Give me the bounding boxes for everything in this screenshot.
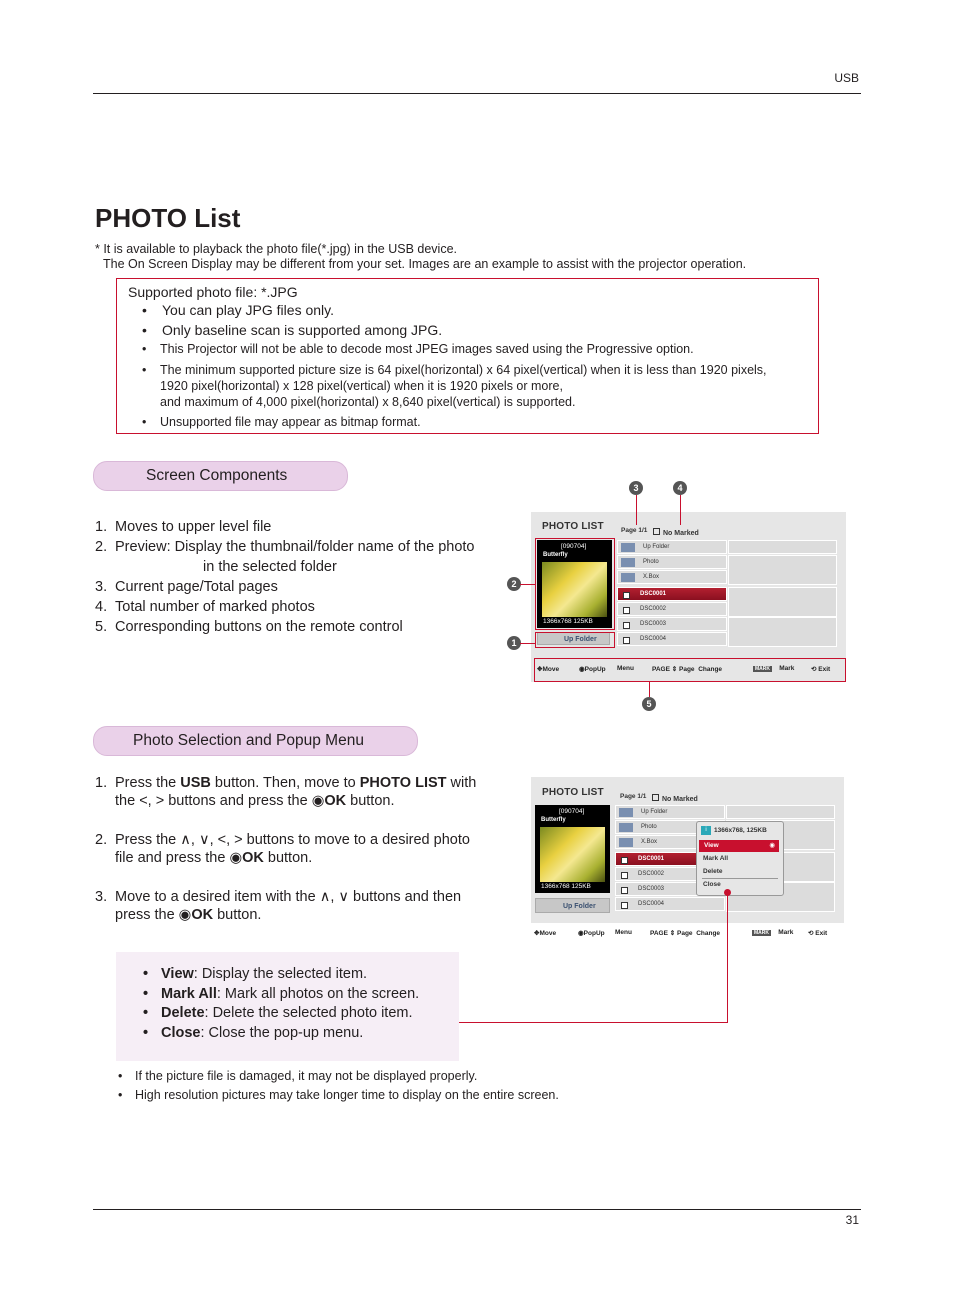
list-item[interactable]: DSC0002 xyxy=(617,602,727,616)
preview-thumbnail xyxy=(540,827,605,882)
list-item[interactable]: Photo xyxy=(615,820,725,834)
list-item: 1. Moves to upper level file xyxy=(95,519,272,535)
list-item[interactable]: DSC0003 xyxy=(615,882,725,896)
osd-title: PHOTO LIST xyxy=(542,521,604,532)
list-item[interactable]: Up Folder xyxy=(617,540,727,554)
list-item[interactable]: DSC0002 xyxy=(615,867,725,881)
popup-item-close[interactable]: Close xyxy=(703,881,721,888)
popup-item-view[interactable]: View ◉ xyxy=(699,840,779,852)
list-item: 4. Total number of marked photos xyxy=(95,599,315,615)
popup-menu-description xyxy=(116,952,459,1061)
preview-panel: [090704] Butterfly 1366x768 125KB xyxy=(537,540,612,628)
supported-format-box: Supported photo file: *.JPG • You can play JPG files only. • Only baseline scan is supported among JPG. • This Projector will not be able to decode most JPEG images saved using the Progressive option. • The minimum supported picture size is 64 pixel(horizontal) x 64 pixel(vertical) when it is less than 1920 pixels, 1920 pixel(horizontal) x 128 pixel(vertical) when it is 1920 pixels or more, and maximum of 4,000 pixel(horizontal) x 8,640 pixel(vertical) is supported. • Unsupported file may appear as bitmap format. xyxy=(116,278,819,434)
list-item: 5. Corresponding buttons on the remote control xyxy=(95,619,403,635)
callout-4: 4 xyxy=(673,481,687,495)
intro-line-1: * It is available to playback the photo file(*.jpg) in the USB device. xyxy=(95,242,458,256)
callout-5: 5 xyxy=(642,697,656,711)
nav-page: PAGE ⇕ Page Change xyxy=(650,930,721,937)
marked-count: No Marked xyxy=(652,794,698,803)
popup-info: 1366x768, 125KB xyxy=(714,827,767,834)
step-list xyxy=(95,774,476,924)
section-heading-photo-selection: Photo Selection and Popup Menu xyxy=(93,726,418,756)
preview-panel: [090704] Butterfly 1366x768 125KB xyxy=(535,805,610,893)
info-icon: i xyxy=(701,826,711,835)
section-header: USB xyxy=(834,71,859,85)
nav-exit: ⟲ Exit xyxy=(808,930,828,937)
list-item: 2. Preview: Display the thumbnail/folder name of the photo xyxy=(95,539,475,555)
list-item[interactable]: Up Folder xyxy=(615,805,725,819)
step-1: 1. Press the USB button. Then, move to PHOTO LIST with the <, > buttons and press the ◉OK button. xyxy=(95,775,477,809)
page-indicator: Page 1/1 xyxy=(621,527,648,534)
nav-move: ✥Move xyxy=(537,666,560,673)
nav-page: PAGE ⇕ Page Change xyxy=(652,666,723,673)
popup-menu xyxy=(696,821,784,896)
step-3: 3. Move to a desired item with the ∧, ∨ buttons and then press the ◉OK button. xyxy=(95,889,462,923)
up-folder-highlight xyxy=(535,632,615,648)
callout-1: 1 xyxy=(507,636,521,650)
list-item: • Close: Close the pop-up menu. xyxy=(143,1024,364,1041)
nav-popup: ◉PopUp xyxy=(578,930,605,937)
nav-menu: Menu xyxy=(615,929,632,936)
list-item: • Mark All: Mark all photos on the screen. xyxy=(143,985,420,1002)
file-grid xyxy=(617,540,837,650)
list-item: in the selected folder xyxy=(203,559,337,575)
popup-item-delete[interactable]: Delete xyxy=(703,868,723,875)
list-item[interactable]: DSC0001 xyxy=(615,852,725,866)
top-rule xyxy=(93,93,861,94)
preview-highlight xyxy=(535,538,615,630)
component-list xyxy=(95,517,474,637)
list-item: • Delete: Delete the selected photo item. xyxy=(143,1005,413,1021)
list-item: • View: Display the selected item. xyxy=(143,966,368,982)
section-heading-screen-components: Screen Components xyxy=(93,461,348,491)
list-item[interactable]: DSC0004 xyxy=(615,897,725,911)
list-item[interactable]: DSC0003 xyxy=(617,617,727,631)
nav-move: ✥Move xyxy=(534,930,557,937)
intro-line-2: The On Screen Display may be different from your set. Images are an example to assist with the projector operation. xyxy=(103,257,747,271)
popup-item-mark-all[interactable]: Mark All xyxy=(703,855,729,862)
photo-list-osd-2 xyxy=(531,777,844,923)
osd-title: PHOTO LIST xyxy=(542,787,604,798)
callout-3: 3 xyxy=(629,481,643,495)
page-title: PHOTO List xyxy=(95,203,241,233)
bottom-rule xyxy=(93,1209,861,1210)
list-item[interactable]: Photo xyxy=(617,555,727,569)
step-2: 2. Press the ∧, ∨, <, > buttons to move to a desired photo file and press the ◉OK button. xyxy=(95,832,470,866)
callout-2: 2 xyxy=(507,577,521,591)
nav-menu: Menu xyxy=(617,665,634,672)
up-folder-button[interactable]: Up Folder xyxy=(537,632,610,645)
page-indicator: Page 1/1 xyxy=(620,793,647,800)
list-item[interactable]: DSC0004 xyxy=(617,632,727,646)
up-folder-button[interactable]: Up Folder xyxy=(535,898,610,913)
marked-count: No Marked xyxy=(653,528,699,537)
list-item[interactable]: X.Box xyxy=(615,835,725,849)
spec-head: Supported photo file: *.JPG xyxy=(128,284,298,300)
nav-exit: ⟲ Exit xyxy=(811,666,831,673)
page-number: 31 xyxy=(845,1213,859,1227)
nav-mark: MARK Mark xyxy=(755,665,795,672)
list-item[interactable]: DSC0001 xyxy=(617,587,727,601)
list-item[interactable]: X.Box xyxy=(617,570,727,584)
nav-popup: ◉PopUp xyxy=(579,666,606,673)
list-item: 3. Current page/Total pages xyxy=(95,579,278,595)
nav-mark: MARK Mark xyxy=(754,929,794,936)
